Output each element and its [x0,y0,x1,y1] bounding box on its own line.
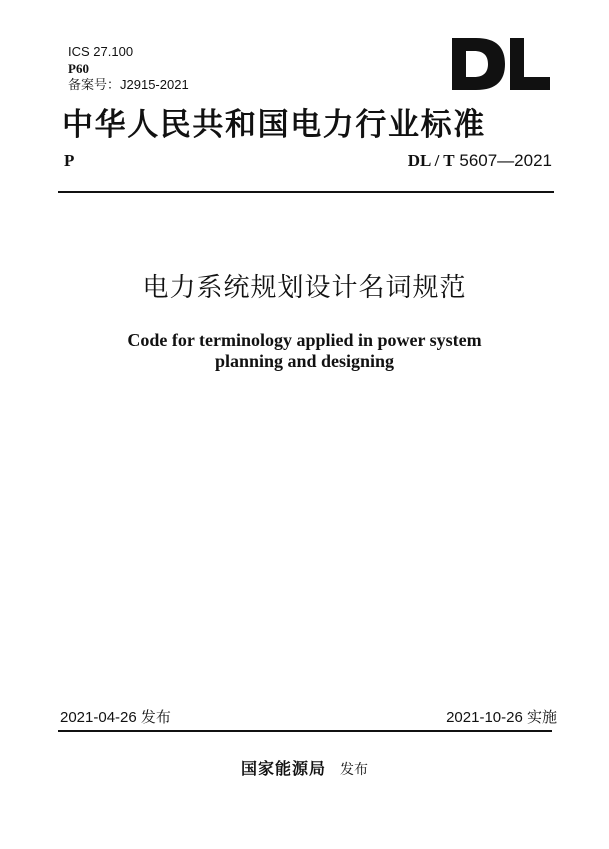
standard-prefix: DL / T [407,151,455,170]
issue-date-word: 发布 [140,708,171,726]
implementation-date-word: 实施 [526,708,557,726]
classification-code: P60 [68,61,89,76]
dl-logo [452,38,550,90]
filing-label: 备案号： [68,78,121,93]
standard-number [408,151,552,171]
issue-date [60,708,171,727]
filing-value: J2915-2021 [120,77,189,92]
footer-divider [58,730,552,732]
header-divider [58,191,554,193]
publisher-verb: 发布 [340,762,368,778]
document-title-chinese: 电力系统规划设计名词规范 [142,273,467,303]
publisher-line [0,756,609,779]
issue-date-value: 2021-04-26 [60,709,137,726]
publisher-agency: 国家能源局 [240,759,326,778]
implementation-date-value: 2021-10-26 [446,709,523,726]
implementation-date [446,708,557,727]
english-title-line-1: Code for terminology applied in power system [127,330,482,350]
standard-category: P [64,151,75,170]
industry-standard-title: 中华人民共和国电力行业标准 [62,107,486,143]
ics-code: ICS 27.100 [68,44,134,59]
filing-number [68,77,189,94]
english-title-line-2: planning and designing [214,351,395,371]
standard-code: 5607—2021 [459,151,552,170]
document-title-english [0,330,609,372]
dl-logo-letters [452,38,550,90]
